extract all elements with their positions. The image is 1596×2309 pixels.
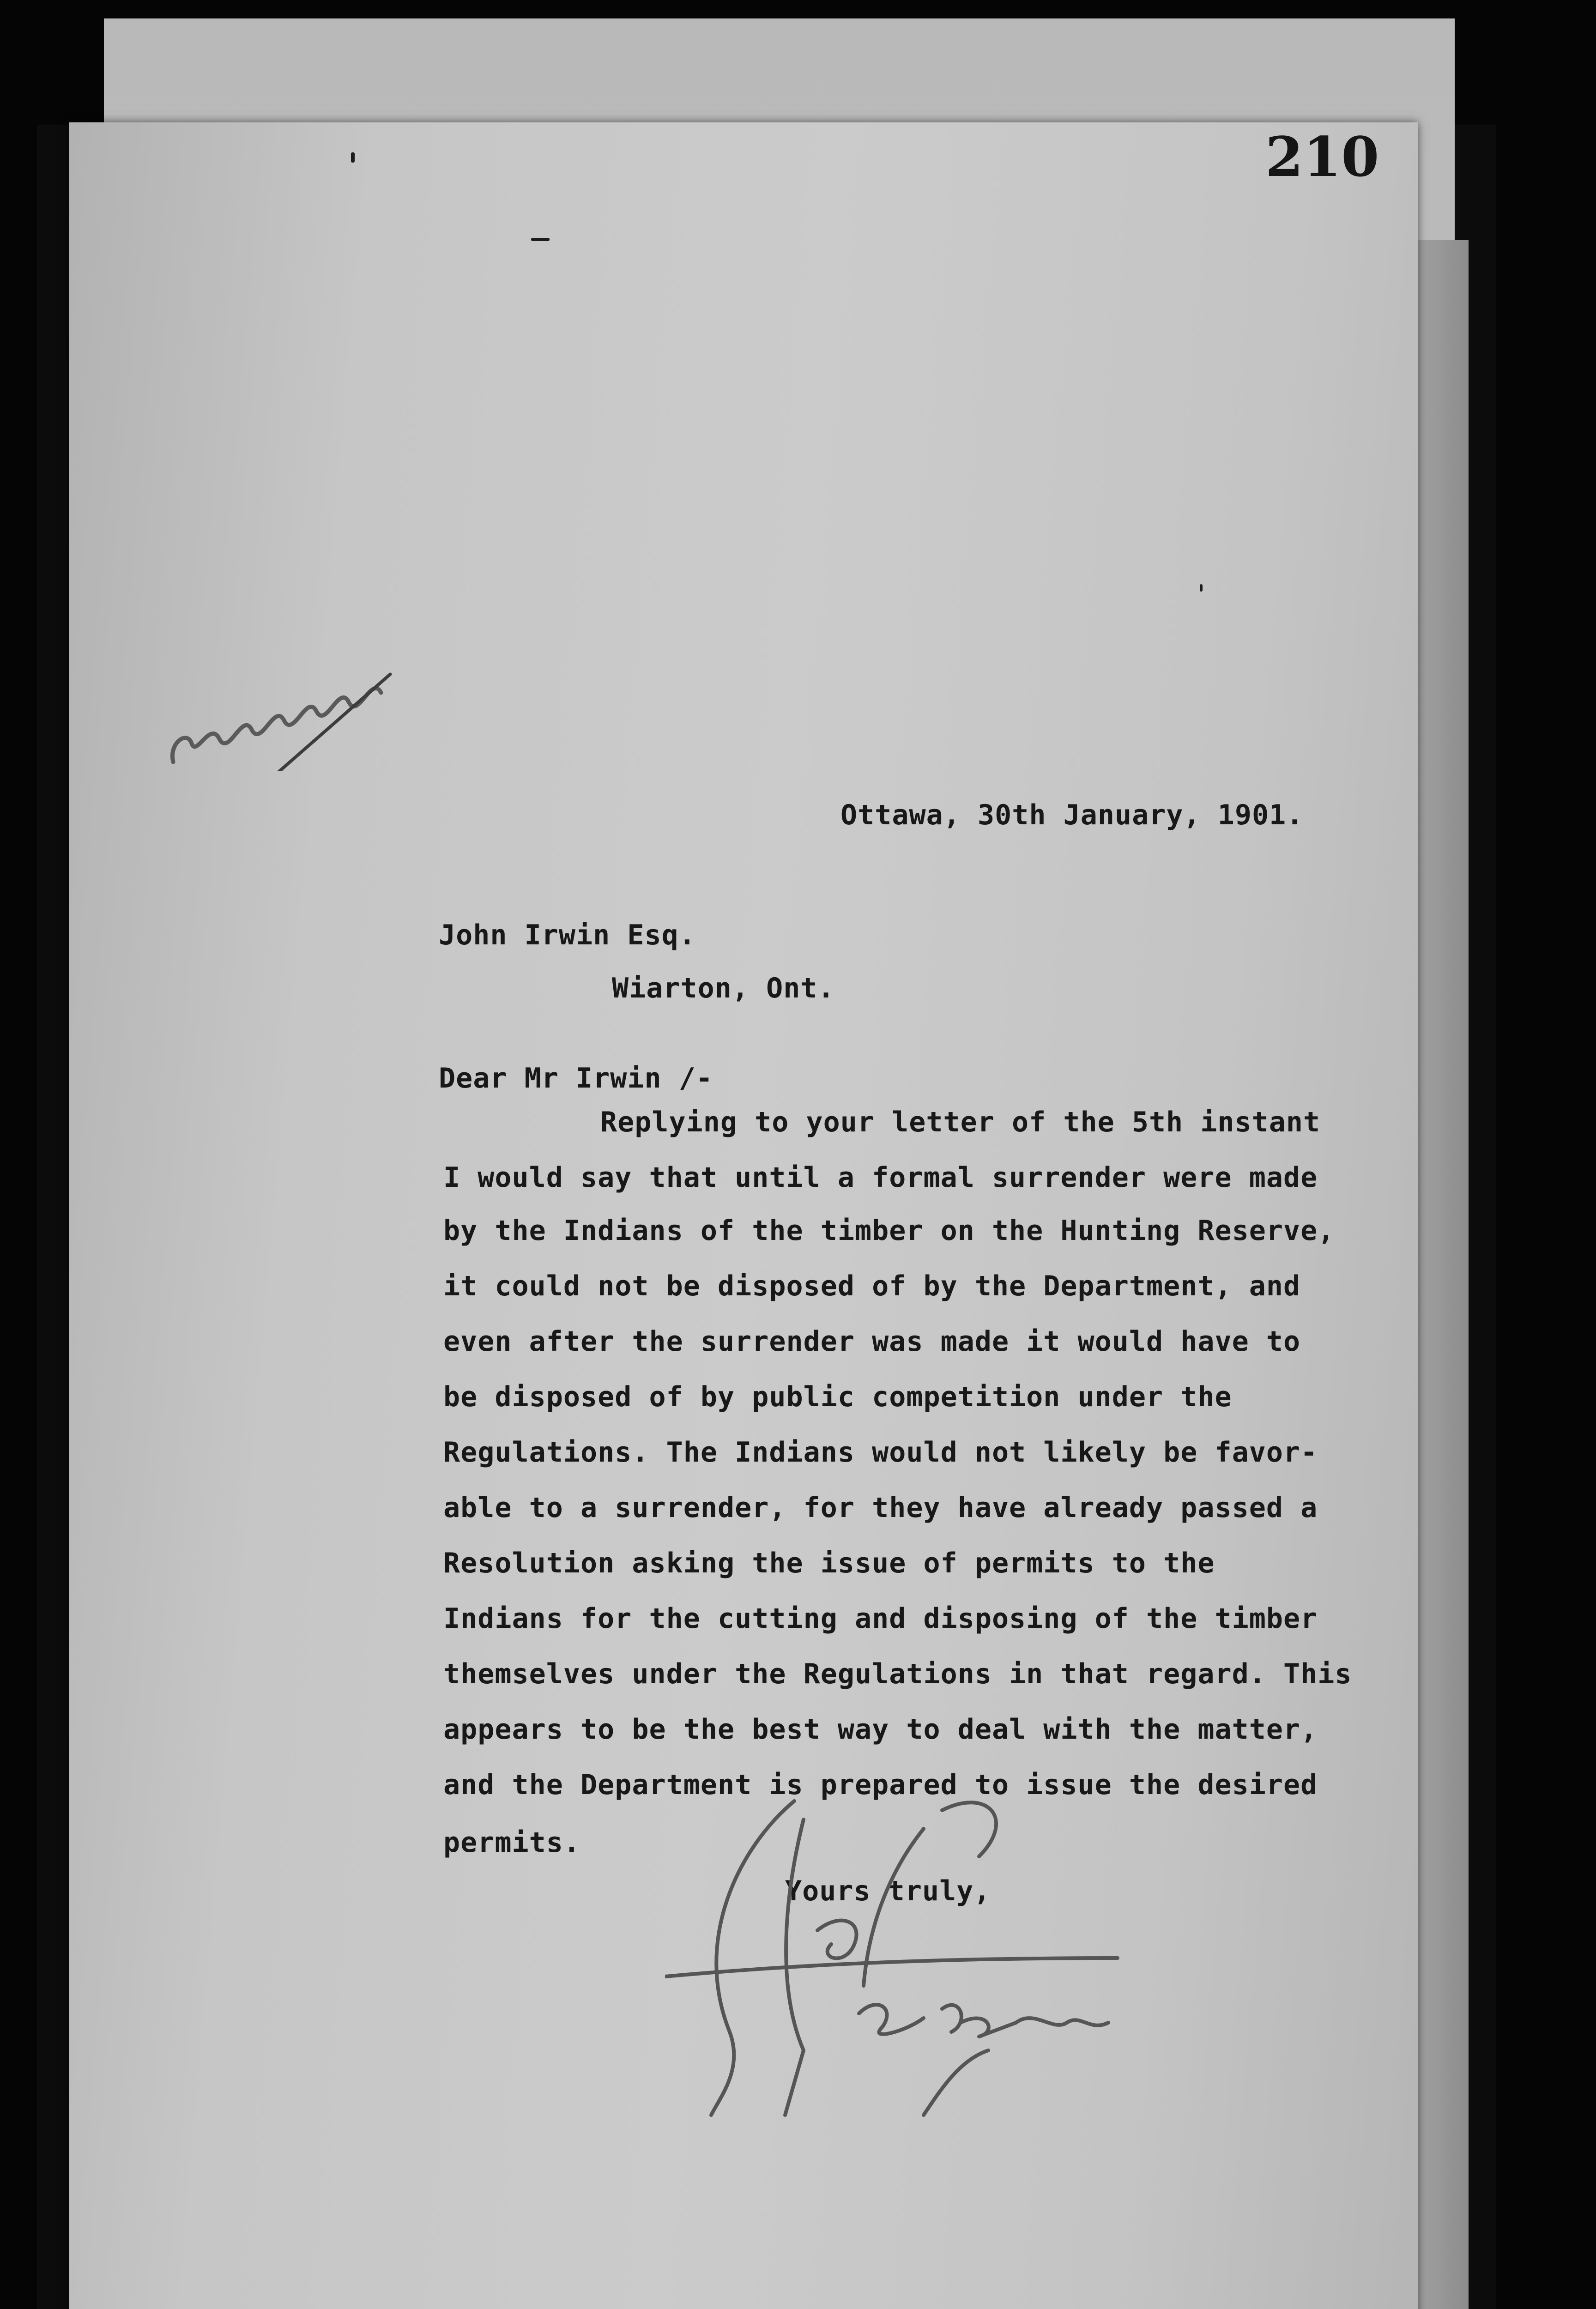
body-line: Resolution asking the issue of permits to the bbox=[443, 1547, 1215, 1579]
body-line: able to a surrender, for they have already passed a bbox=[443, 1492, 1318, 1524]
recipient-name: John Irwin Esq. bbox=[439, 919, 696, 951]
body-line: Indians for the cutting and disposing of the timber bbox=[443, 1602, 1318, 1635]
film-speck bbox=[1200, 584, 1203, 592]
body-line: appears to be the best way to deal with the matter, bbox=[443, 1713, 1318, 1746]
body-line: I would say that until a formal surrender were made bbox=[443, 1161, 1318, 1194]
closing: Yours truly, bbox=[785, 1875, 991, 1907]
body-line: even after the surrender was made it would have to bbox=[443, 1325, 1301, 1358]
handwritten-personal-note bbox=[159, 665, 418, 771]
body-line: it could not be disposed of by the Department, and bbox=[443, 1270, 1301, 1302]
body-line: themselves under the Regulations in that regard. This bbox=[443, 1658, 1352, 1690]
body-line: by the Indians of the timber on the Hunting Reserve, bbox=[443, 1215, 1335, 1247]
body-line: and the Department is prepared to issue the desired bbox=[443, 1769, 1318, 1801]
body-line: Regulations. The Indians would not likely be favor- bbox=[443, 1436, 1318, 1469]
recipient-place: Wiarton, Ont. bbox=[612, 972, 835, 1004]
body-line: permits. bbox=[443, 1826, 580, 1859]
film-speck bbox=[351, 152, 355, 163]
body-line: Replying to your letter of the 5th instant bbox=[600, 1106, 1321, 1138]
body-line: be disposed of by public competition under the bbox=[443, 1381, 1232, 1413]
salutation: Dear Mr Irwin /- bbox=[439, 1062, 713, 1094]
signature bbox=[665, 1792, 1136, 2124]
letter-place-date: Ottawa, 30th January, 1901. bbox=[840, 799, 1304, 831]
page-number: 210 bbox=[1265, 125, 1379, 189]
film-speck bbox=[531, 238, 550, 241]
